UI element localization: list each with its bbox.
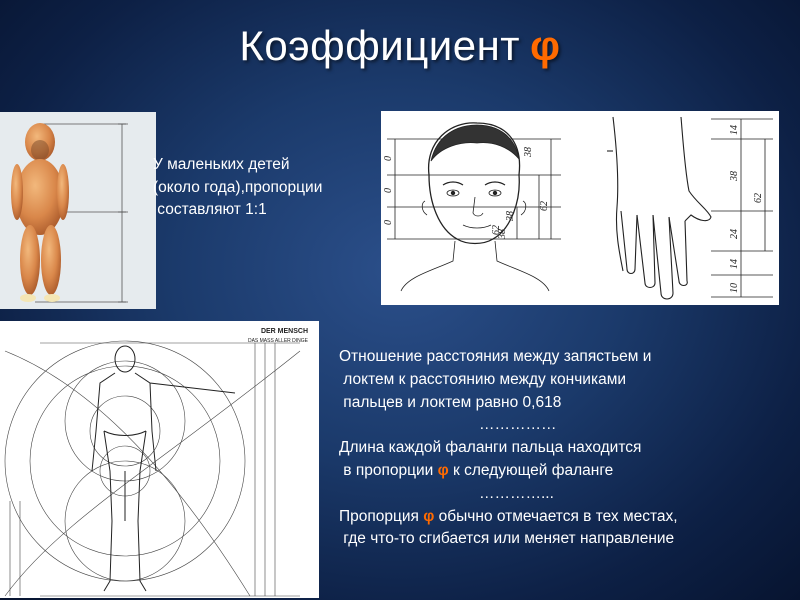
description-line: пальцев и локтем равно 0,618: [339, 393, 562, 411]
description-line: [339, 460, 678, 483]
child-figure-image: [0, 112, 156, 309]
description-line: Длина каждой фаланги пальца находится: [339, 439, 642, 457]
description-line: локтем к расстоянию между кончиками: [339, 370, 627, 388]
proportion-description: [339, 346, 678, 551]
description-line: Отношение расстояния между запястьем и: [339, 348, 652, 365]
child-text-line: составляют 1:1: [153, 201, 267, 218]
face-label: 38: [505, 211, 516, 221]
face-label: 0: [383, 220, 394, 225]
description-text: к следующей фаланге: [448, 461, 614, 479]
child-text-line: (около года),пропорции: [153, 178, 323, 196]
der-mensch-figure: [0, 321, 319, 598]
slide-title: [0, 22, 800, 70]
hand-label: 38: [729, 171, 740, 181]
hand-label: 14: [729, 125, 740, 135]
hand-label: 62: [753, 193, 764, 203]
phi-symbol: φ: [530, 22, 561, 69]
hand-label: 14: [729, 259, 740, 269]
phi-symbol: φ: [423, 507, 435, 525]
face-label: 38: [497, 229, 508, 239]
description-text: обычно отмечается в тех местах,: [434, 507, 678, 525]
hand-label: 24: [729, 229, 740, 239]
hand-label: 10: [729, 283, 740, 293]
face-label: 0: [383, 156, 394, 161]
child-text-line: У маленьких детей: [153, 156, 290, 173]
separator-dots: …………...: [479, 484, 554, 502]
description-text: в пропорции: [339, 461, 438, 479]
child-proportion-text: [153, 154, 322, 222]
separator-dots: ……………: [479, 416, 557, 434]
face-hand-figure: [381, 111, 779, 305]
slide-title-text: Коэффициент: [239, 22, 521, 69]
description-line: где что-то сгибается или меняет направление: [339, 530, 675, 548]
phi-symbol: φ: [437, 461, 449, 479]
description-line: [339, 506, 678, 529]
description-text: Пропорция: [339, 507, 424, 525]
der-mensch-subheading: DAS MASS ALLER DINGE: [247, 338, 308, 344]
face-label: 0: [383, 188, 394, 193]
der-mensch-heading: DER MENSCH: [260, 328, 308, 335]
face-label: 38: [523, 147, 534, 157]
face-label: 62: [539, 201, 550, 211]
face-label: 62: [491, 225, 502, 235]
